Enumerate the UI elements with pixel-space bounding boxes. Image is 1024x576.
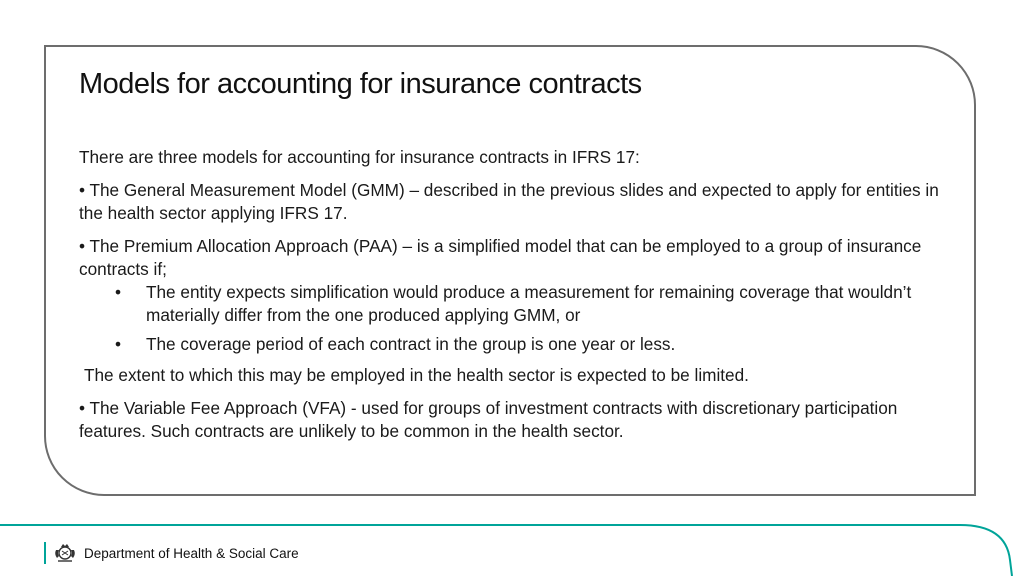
bullet-icon: • [115, 282, 122, 302]
paa-condition-text: The entity expects simplification would produce a measurement for remaining coverage that wouldn’t materially differ from the one produced applying GMM, or [146, 282, 912, 325]
royal-crest-icon [52, 541, 78, 565]
paa-conditions-list [79, 281, 939, 356]
intro-text: There are three models for accounting for insurance contracts in IFRS 17: [79, 147, 640, 167]
slide-title: Models for accounting for insurance contracts [79, 68, 642, 100]
brand-accent-bar [44, 542, 46, 564]
vfa-paragraph: • The Variable Fee Approach (VFA) - used for groups of investment contracts with discretionary participation features. Such contracts are unlikely to be common in the health sector. [79, 398, 898, 441]
gmm-paragraph: • The General Measurement Model (GMM) – described in the previous slides and expected to apply for entities in the health sector applying IFRS 17. [79, 180, 939, 223]
footer-brand [44, 541, 299, 565]
paa-condition-text: The coverage period of each contract in the group is one year or less. [146, 334, 676, 354]
paa-paragraph: • The Premium Allocation Approach (PAA) – is a simplified model that can be employed to a group of insurance contracts if; [79, 236, 922, 279]
bullet-icon: • [115, 334, 122, 354]
paa-note: The extent to which this may be employed in the health sector is expected to be limited. [84, 365, 749, 385]
list-item [79, 281, 939, 327]
slide-body [79, 146, 939, 443]
list-item [79, 333, 939, 356]
organisation-name: Department of Health & Social Care [84, 545, 299, 561]
